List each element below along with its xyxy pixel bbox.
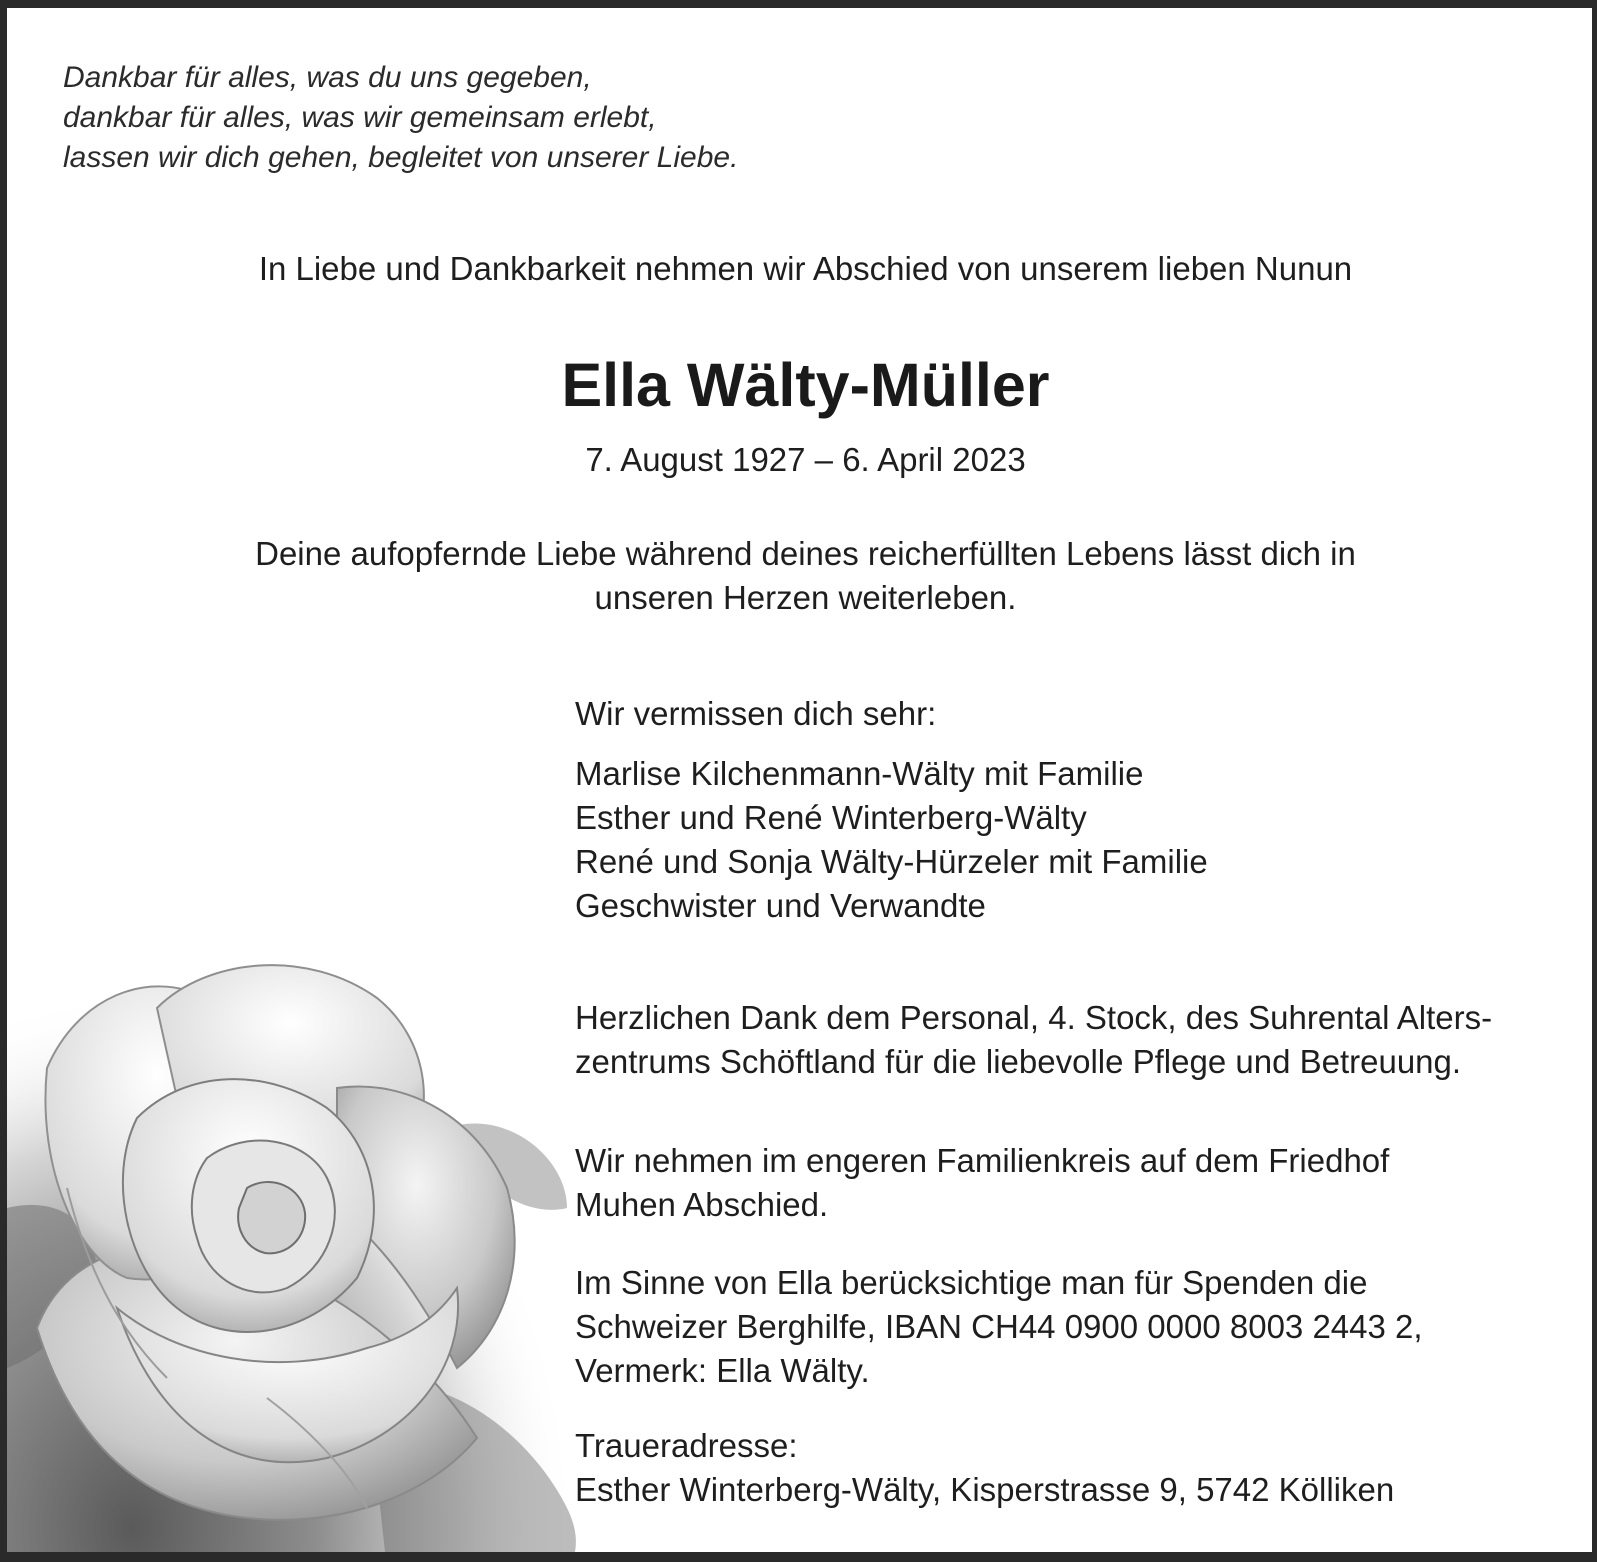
mourner-line: Geschwister und Verwandte	[575, 887, 986, 924]
verse-line: dankbar für alles, was wir gemeinsam erlebt,	[63, 101, 657, 134]
address-label: Traueradresse:	[575, 1427, 798, 1464]
mourners-list	[575, 752, 1208, 928]
donation-line: Schweizer Berghilfe, IBAN CH44 0900 0000 8003 2443 2,	[575, 1308, 1423, 1345]
tribute-line: unseren Herzen weiterleben.	[594, 579, 1017, 616]
address-line: Esther Winterberg-Wälty, Kisperstrasse 9, 5742 Kölliken	[575, 1471, 1395, 1508]
mourner-line: René und Sonja Wälty-Hürzeler mit Familie	[575, 843, 1208, 880]
thanks-line: Herzlichen Dank dem Personal, 4. Stock, des Suhrental Alters-	[575, 999, 1493, 1036]
donation-paragraph	[575, 1261, 1423, 1393]
mourning-address	[575, 1424, 1394, 1512]
thanks-paragraph	[575, 996, 1492, 1084]
verse-line: Dankbar für alles, was du uns gegeben,	[63, 61, 592, 94]
mourner-line: Esther und René Winterberg-Wälty	[575, 799, 1087, 836]
mourner-line: Marlise Kilchenmann-Wälty mit Familie	[575, 755, 1144, 792]
intro-line: In Liebe und Dankbarkeit nehmen wir Abschied von unserem lieben Nunun	[258, 250, 1353, 287]
burial-paragraph	[575, 1139, 1389, 1227]
mourners-heading: Wir vermissen dich sehr:	[575, 695, 937, 732]
memorial-verse	[63, 58, 738, 178]
verse-line: lassen wir dich gehen, begleitet von unserer Liebe.	[63, 141, 739, 174]
donation-line: Vermerk: Ella Wälty.	[575, 1352, 870, 1389]
donation-line: Im Sinne von Ella berücksichtige man für Spenden die	[575, 1264, 1368, 1301]
burial-line: Muhen Abschied.	[575, 1186, 829, 1223]
deceased-name: Ella Wälty-Müller	[561, 351, 1050, 419]
thanks-line: zentrums Schöftland für die liebevolle Pflege und Betreuung.	[575, 1043, 1462, 1080]
burial-line: Wir nehmen im engeren Familienkreis auf dem Friedhof	[575, 1142, 1390, 1179]
tribute-line: Deine aufopfernde Liebe während deines reicherfüllten Lebens lässt dich in	[255, 535, 1356, 572]
tribute-text	[7, 532, 1597, 620]
life-dates: 7. August 1927 – 6. April 2023	[585, 441, 1026, 478]
